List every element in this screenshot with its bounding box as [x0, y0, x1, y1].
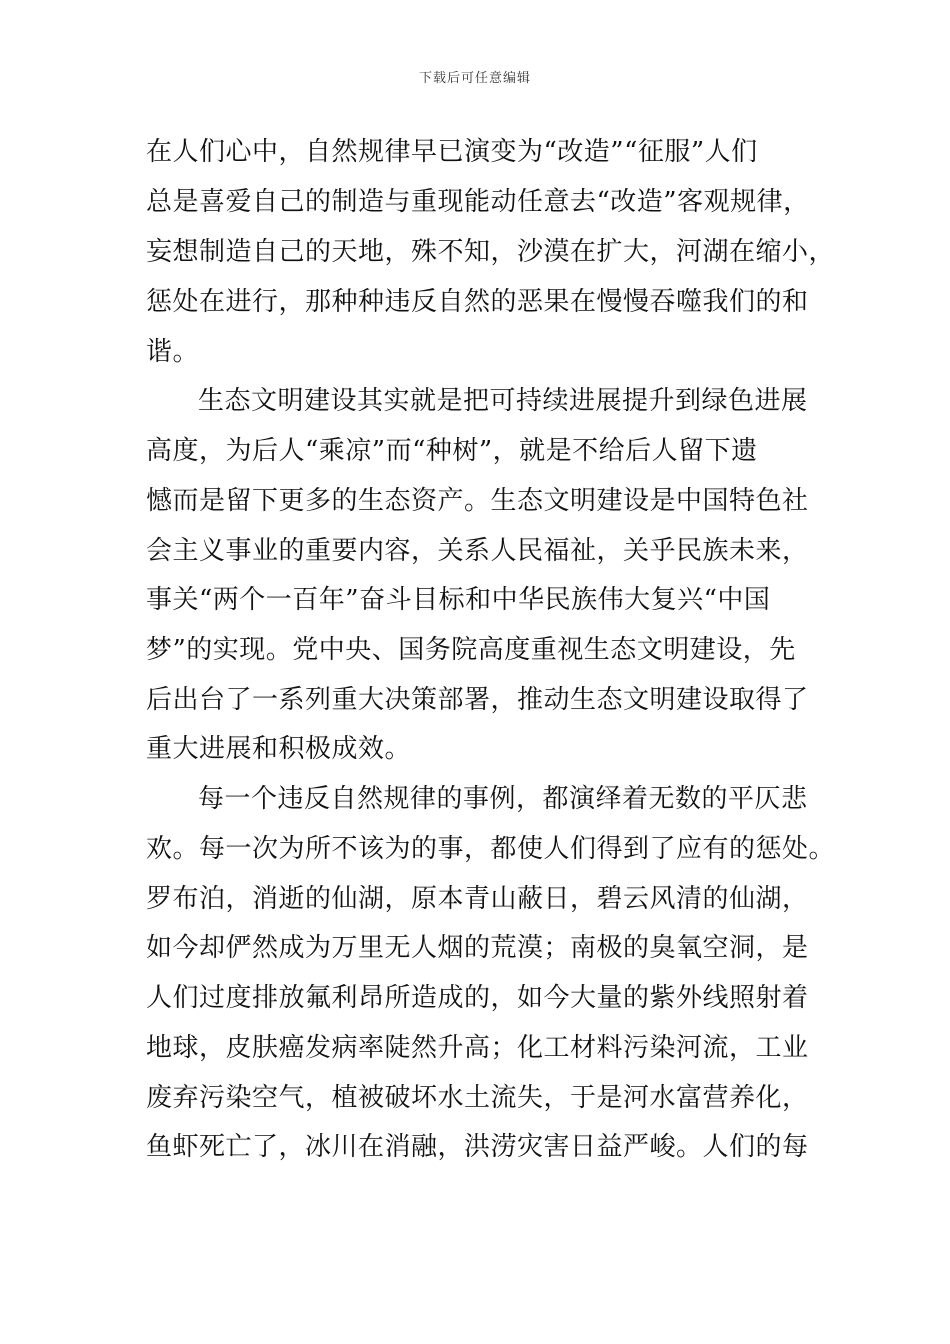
- header-note: 下载后可任意编辑: [418, 71, 531, 86]
- text-line: 会主义事业的重要内容，关系人民福祉，关乎民族未来，: [146, 536, 809, 566]
- text-line: 梦”的实现。党中央、国务院高度重视生态文明建设，先: [146, 635, 796, 665]
- text-line: 每一个违反自然规律的事例，都演绎着无数的平仄悲: [198, 784, 808, 814]
- text-line: 人们过度排放氟利昂所造成的，如今大量的紫外线照射着: [146, 983, 809, 1013]
- text-line: 妄想制造自己的天地，殊不知，沙漠在扩大，河湖在缩小，: [146, 237, 836, 267]
- text-line: 鱼虾死亡了，冰川在消融，洪涝灾害日益严峻。人们的每: [146, 1132, 809, 1162]
- text-line: 地球，皮肤癌发病率陡然升高；化工材料污染河流，工业: [146, 1033, 809, 1063]
- text-line: 总是喜爱自己的制造与重现能动任意去“改造”客观规律，: [146, 187, 810, 217]
- text-line: 欢。每一次为所不该为的事，都使人们得到了应有的惩处。: [146, 834, 836, 864]
- text-line: 高度，为后人“乘凉”而“种树”，就是不给后人留下遗: [146, 436, 758, 466]
- text-line: 惩处在进行，那种种违反自然的恶果在慢慢吞噬我们的和: [146, 287, 809, 317]
- text-line: 废弃污染空气，植被破坏水土流失，于是河水富营养化，: [146, 1083, 809, 1113]
- text-line: 如今却俨然成为万里无人烟的荒漠；南极的臭氧空洞，是: [146, 933, 809, 963]
- text-line: 罗布泊，消逝的仙湖，原本青山蔽日，碧云风清的仙湖，: [146, 884, 809, 914]
- text-line: 憾而是留下更多的生态资产。生态文明建设是中国特色社: [146, 486, 809, 516]
- text-line: 重大进展和积极成效。: [146, 734, 412, 764]
- text-line: 后出台了一系列重大决策部署，推动生态文明建设取得了: [146, 685, 809, 715]
- text-line: 谐。: [146, 337, 200, 367]
- text-line: 生态文明建设其实就是把可持续进展提升到绿色进展: [198, 386, 808, 416]
- text-line: 在人们心中，自然规律早已演变为“改造”“征服”人们: [146, 137, 758, 167]
- text-line: 事关“两个一百年”奋斗目标和中华民族伟大复兴“中国: [146, 585, 771, 615]
